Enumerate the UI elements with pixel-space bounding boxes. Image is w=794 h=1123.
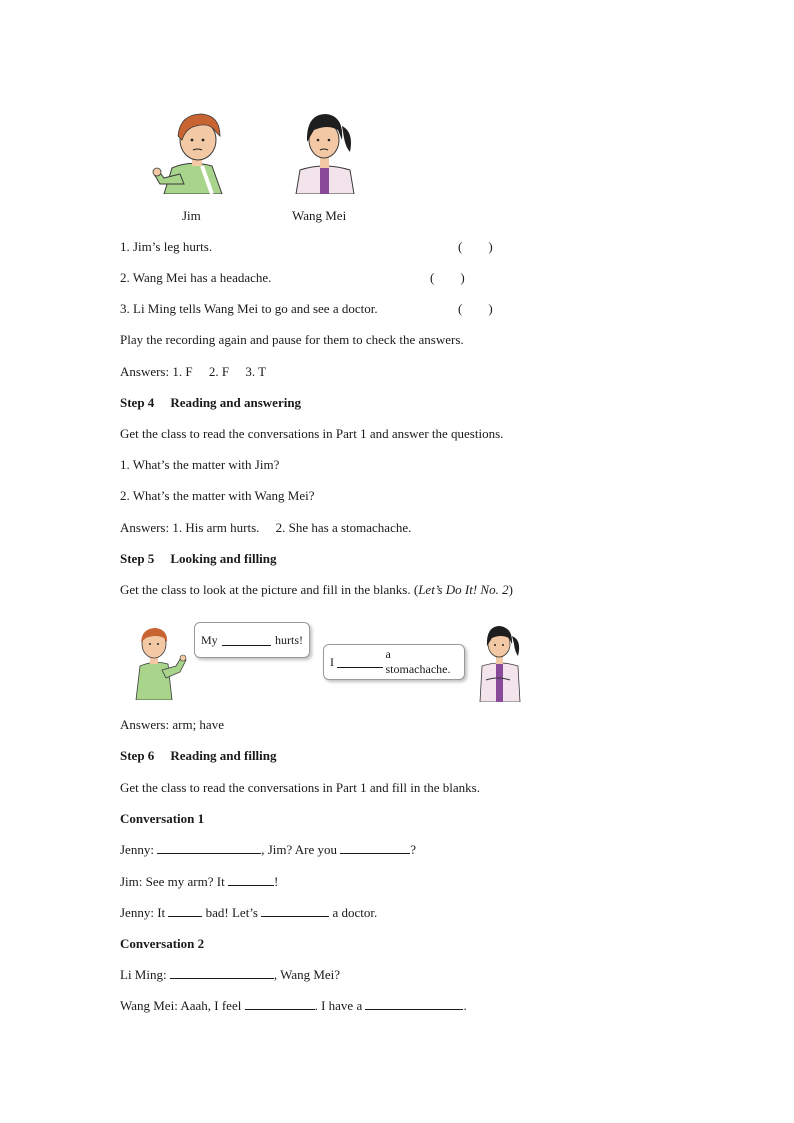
wang-mei-speech-bubble bbox=[323, 644, 465, 680]
step-5-title: Looking and filling bbox=[170, 551, 277, 566]
listening-item-1-answer-box[interactable]: ( ) bbox=[458, 239, 493, 254]
jim-name-label: Jim bbox=[182, 208, 201, 223]
c1-l1-blank-1[interactable] bbox=[157, 843, 261, 854]
step-4-title: Reading and answering bbox=[170, 395, 302, 410]
c1-l2-blank[interactable] bbox=[228, 875, 274, 886]
step-5-label: Step 5 bbox=[120, 551, 155, 566]
c1-l1-blank-2[interactable] bbox=[340, 843, 410, 854]
c1-l3-text: Jenny: It bbox=[120, 905, 169, 920]
step-6-label: Step 6 bbox=[120, 748, 155, 763]
step-4-question-2: 2. What’s the matter with Wang Mei? bbox=[120, 488, 315, 503]
c2-l2-text: Wang Mei: Aaah, I feel bbox=[120, 998, 245, 1013]
wang-mei-stomachache-illustration bbox=[476, 624, 524, 702]
conversation-1-title: Conversation 1 bbox=[120, 811, 205, 826]
conversation-2-title: Conversation 2 bbox=[120, 936, 205, 951]
jim-speech-bubble bbox=[194, 622, 310, 658]
bubble-1-blank[interactable] bbox=[222, 635, 271, 646]
step-5-reference: Let’s Do It! No. 2 bbox=[418, 582, 509, 597]
conversation-2-line-2 bbox=[120, 998, 467, 1014]
jim-pointing-illustration bbox=[128, 626, 188, 700]
c1-l2-end: ! bbox=[273, 874, 279, 889]
listening-instruction: Play the recording again and pause for them to check the answers. bbox=[120, 332, 464, 347]
c2-l1-blank[interactable] bbox=[170, 968, 274, 979]
bubble-2-text-start: I bbox=[330, 654, 334, 669]
step-4-answers: Answers: 1. His arm hurts. 2. She has a stomachache. bbox=[120, 520, 412, 535]
step-4-heading bbox=[120, 395, 301, 411]
listening-item-2-answer-box[interactable]: ( ) bbox=[430, 270, 465, 285]
wang-mei-name-label: Wang Mei bbox=[292, 208, 347, 223]
listening-answers: Answers: 1. F 2. F 3. T bbox=[120, 364, 267, 379]
step-5-answers: Answers: arm; have bbox=[120, 717, 224, 732]
c2-l1-speaker: Li Ming: bbox=[120, 967, 170, 982]
conversation-1-line-3 bbox=[120, 905, 377, 921]
step-5-instruction bbox=[120, 582, 513, 598]
listening-item-2: 2. Wang Mei has a headache. bbox=[120, 270, 272, 285]
c1-l1-middle: , Jim? Are you bbox=[261, 842, 341, 857]
c2-l2-blank-2[interactable] bbox=[365, 999, 463, 1010]
listening-item-3-answer-box[interactable]: ( ) bbox=[458, 301, 493, 316]
c2-l2-middle: . I have a bbox=[314, 998, 366, 1013]
conversation-2-line-1 bbox=[120, 967, 340, 983]
c1-l3-blank-2[interactable] bbox=[261, 906, 329, 917]
c2-l2-end: . bbox=[463, 998, 467, 1013]
c1-l1-end: ? bbox=[410, 842, 417, 857]
jim-illustration bbox=[150, 108, 230, 194]
bubble-2-text-end: a stomachache. bbox=[385, 647, 451, 676]
listening-item-3: 3. Li Ming tells Wang Mei to go and see a doctor. bbox=[120, 301, 378, 316]
step-4-label: Step 4 bbox=[120, 395, 155, 410]
bubble-1-text-start: My bbox=[201, 632, 218, 647]
conversation-1-line-1 bbox=[120, 842, 416, 858]
listening-item-1: 1. Jim’s leg hurts. bbox=[120, 239, 213, 254]
step-4-question-1: 1. What’s the matter with Jim? bbox=[120, 457, 280, 472]
wang-mei-illustration bbox=[292, 108, 358, 194]
c2-l1-end: , Wang Mei? bbox=[273, 967, 341, 982]
c1-l3-blank-1[interactable] bbox=[168, 906, 202, 917]
c1-l2-text: Jim: See my arm? It bbox=[120, 874, 228, 889]
c1-l1-speaker: Jenny: bbox=[120, 842, 158, 857]
step-4-instruction: Get the class to read the conversations in Part 1 and answer the questions. bbox=[120, 426, 504, 441]
step-5-instruction-text: Get the class to look at the picture and fill in the blanks. ( bbox=[120, 582, 419, 597]
c1-l3-middle: bad! Let’s bbox=[202, 905, 262, 920]
c2-l2-blank-1[interactable] bbox=[245, 999, 315, 1010]
bubble-2-blank[interactable] bbox=[337, 657, 383, 668]
bubble-1-text-end: hurts! bbox=[275, 632, 303, 647]
step-6-instruction: Get the class to read the conversations in Part 1 and fill in the blanks. bbox=[120, 780, 480, 795]
step-5-instruction-close: ) bbox=[508, 582, 513, 597]
conversation-1-line-2 bbox=[120, 874, 278, 890]
step-5-heading bbox=[120, 551, 277, 567]
c1-l3-end: a doctor. bbox=[329, 905, 378, 920]
step-6-title: Reading and filling bbox=[170, 748, 277, 763]
step-6-heading bbox=[120, 748, 277, 764]
